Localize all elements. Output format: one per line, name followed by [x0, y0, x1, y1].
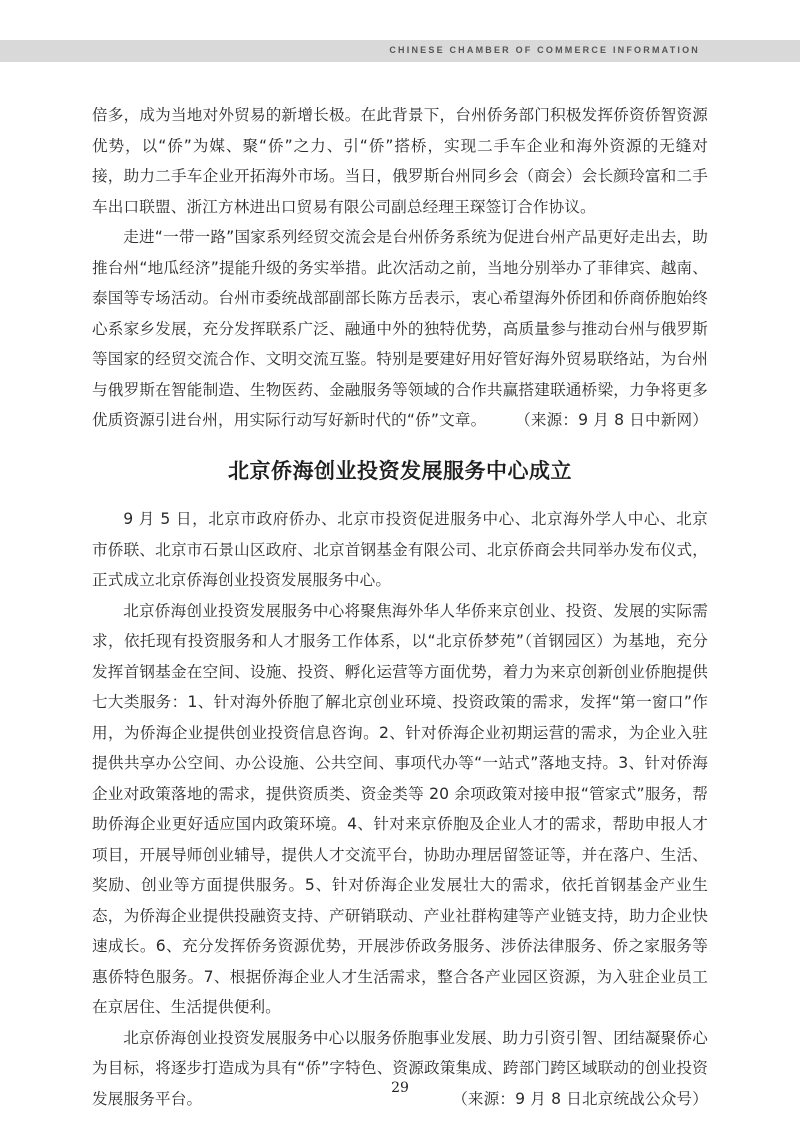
article-continuation: [92, 100, 708, 436]
source-citation: （来源：9 月 8 日北京统战公众号）: [452, 1089, 708, 1108]
source-citation: （来源：9 月 8 日中新网）: [515, 411, 708, 429]
paragraph: 9 月 5 日，北京市政府侨办、北京市投资促进服务中心、北京海外学人中心、北京市侨联、北京市石景山区政府、北京首钢基金有限公司、北京侨商会共同举办发布仪式，正式成立北京侨海创业投资发展服务中心。: [92, 510, 708, 589]
paragraph: [92, 1023, 708, 1115]
paragraph: 倍多，成为当地对外贸易的新增长极。在此背景下，台州侨务部门积极发挥侨资侨智资源优势，以“侨”为媒、聚“侨”之力、引“侨”搭桥，实现二手车企业和海外资源的无缝对接，助力二手车企业开拓海外市场。当日，俄罗斯台州同乡会（商会）会长颜玲富和二手车出口联盟、浙江方林进出口贸易有限公司副总经理王琛签订合作协议。: [92, 106, 708, 216]
page-number: 29: [391, 1080, 409, 1096]
running-header: CHINESE CHAMBER OF COMMERCE INFORMATION: [389, 45, 700, 55]
paragraph-text: 北京侨海创业投资发展服务中心以服务侨胞事业发展、助力引资引智、团结凝聚侨心为目标，将逐步打造成为具有“侨”字特色、资源政策集成、跨部门跨区域联动的创业投资发展服务平台。: [92, 1028, 708, 1108]
paragraph: [92, 222, 708, 436]
article-title: 北京侨海创业投资发展服务中心成立: [228, 459, 572, 483]
paragraph-text: 走进“一带一路”国家系列经贸交流会是台州侨务系统为促进台州产品更好走出去，助推台州“地瓜经济”提能升级的务实举措。此次活动之前，当地分别举办了菲律宾、越南、泰国等专场活动。台州市委统战部副部长陈方岳表示，衷心希望海外侨团和侨商侨胞始终心系家乡发展，充分发挥联系广泛、融通中外的独特优势，高质量参与推动台州与俄罗斯等国家的经贸交流合作、文明交流互鉴。特别是要建好用好管好海外贸易联络站，为台州与俄罗斯在智能制造、生物医药、金融服务等领域的合作共赢搭建联通桥梁，力争将更多优质资源引进台州，用实际行动写好新时代的“侨”文章。: [92, 228, 708, 429]
article-body: [92, 504, 708, 1114]
paragraph: 北京侨海创业投资发展服务中心将聚焦海外华人华侨来京创业、投资、发展的实际需求，依托现有投资服务和人才服务工作体系，以“北京侨梦苑”（首钢园区）为基地，充分发挥首钢基金在空间、设施、投资、孵化运营等方面优势，着力为来京创新创业侨胞提供七大类服务：1、针对海外侨胞了解北京创业环境、投资政策的需求，发挥“第一窗口”作用，为侨海企业提供创业投资信息咨询。2、针对侨海企业初期运营的需求，为企业入驻提供共享办公空间、办公设施、公共空间、事项代办等“一站式”落地支持。3、针对侨海企业对政策落地的需求，提供资质类、资金类等 20 余项政策对接申报“管家式”服务，帮助侨海企业更好适应国内政策环境。4、针对来京侨胞及企业人才的需求，帮助申报人才项目，开展导师创业辅导，提供人才交流平台，协助办理居留签证等，并在落户、生活、奖励、创业等方面提供服务。5、针对侨海企业发展壮大的需求，依托首钢基金产业生态，为侨海企业提供投融资支持、产研销联动、产业社群构建等产业链支持，助力企业快速成长。6、充分发挥侨务资源优势，开展涉侨政务服务、涉侨法律服务、侨之家服务等惠侨特色服务。7、根据侨海企业人才生活需求，整合各产业园区资源，为入驻企业员工在京居住、生活提供便利。: [92, 601, 708, 1016]
